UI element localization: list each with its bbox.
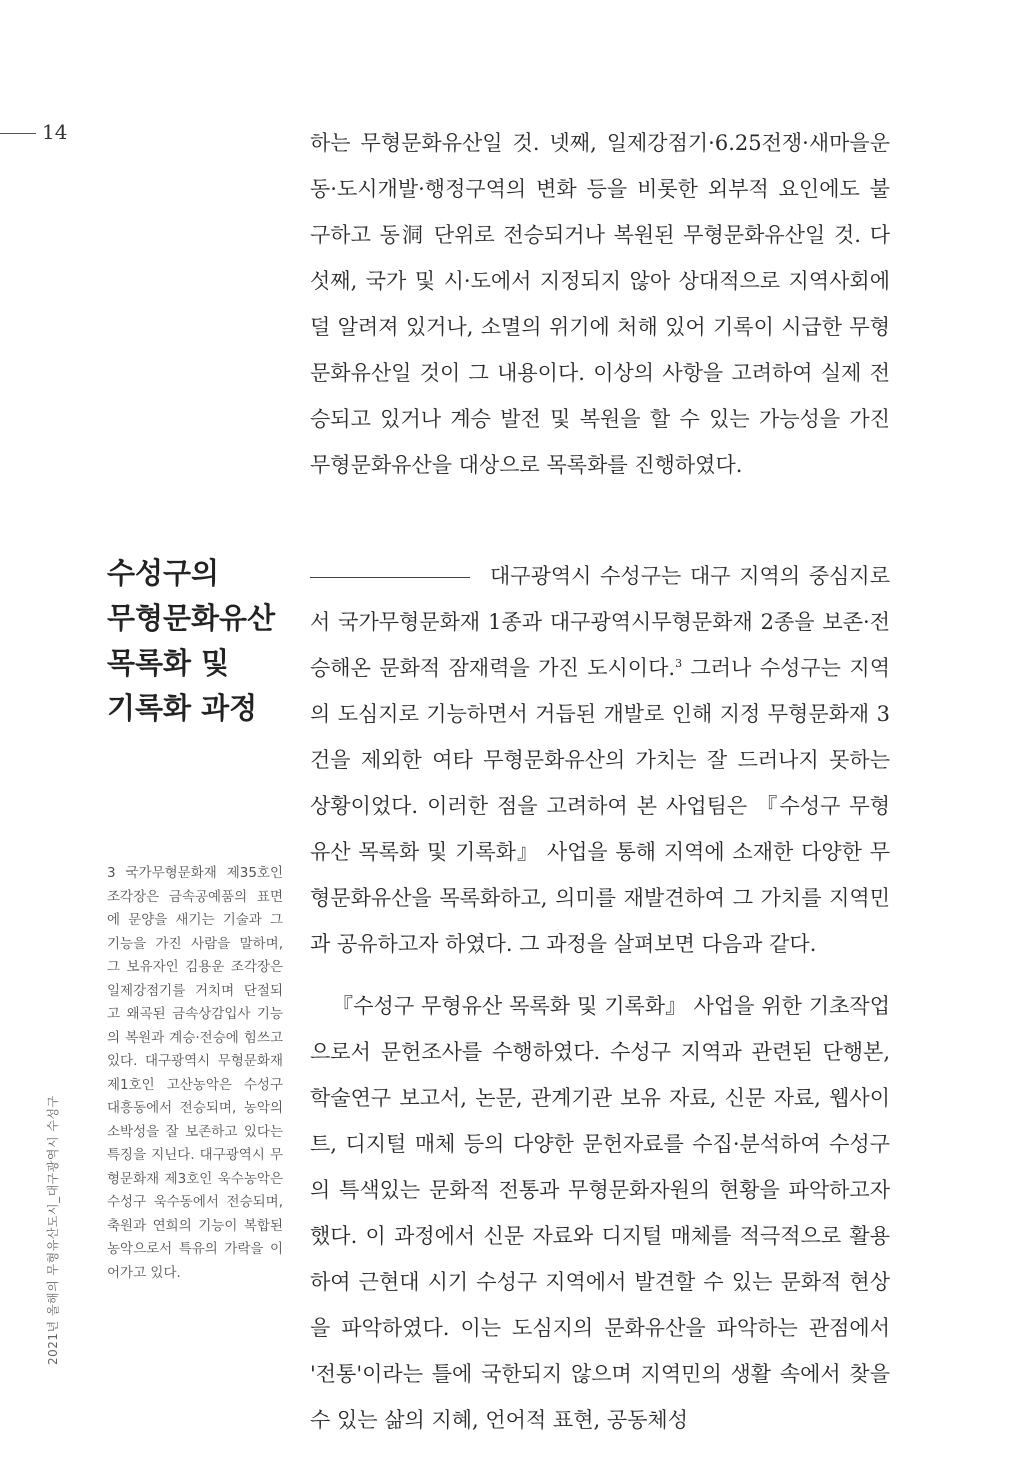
footnote-reference[interactable]: 3 (675, 657, 683, 670)
body-paragraph-2-text-b: 그러나 수성구는 지역의 도심지로 기능하면서 거듭된 개발로 인해 지정 무형문화재 3건을 제외한 여타 무형문화유산의 가치는 잘 드러나지 못하는 상황이었다. 이러한 점을 고려하여 본 사업팀은 『수성구 무형유산 목록화 및 기록화』 사업을 통해 지역에 소재한 다양한 무형문화유산을 목록화하고, 의미를 재발견하여 그 가치를 지역민과 공유하고자 하였다. 그 과정을 살펴보면 다음과 같다. (310, 656, 891, 956)
page-number-rule (0, 133, 36, 134)
lead-rule-divider (310, 577, 470, 578)
section-title-line: 기록화 과정 (107, 691, 258, 725)
body-paragraph-2 (310, 553, 890, 967)
body-paragraph-2-text-a: 대구광역시 수성구는 대구 지역의 중심지로서 국가무형문화재 1종과 대구광역시무형문화재 2종을 보존·전승해온 문화적 잠재력을 가진 도시이다. (310, 564, 890, 680)
body-paragraph-3: 『수성구 무형유산 목록화 및 기록화』 사업을 위한 기초작업으로서 문헌조사를 수행하였다. 수성구 지역과 관련된 단행본, 학술연구 보고서, 논문, 관계기관 보유 자료, 신문 자료, 웹사이트, 디지털 매체 등의 다양한 문헌자료를 수집·분석하여 수성구의 특색있는 문화적 전통과 무형문화자원의 현황을 파악하고자 했다. 이 과정에서 신문 자료와 디지털 매체를 적극적으로 활용하여 근현대 시기 수성구 지역에서 발견할 수 있는 문화적 현상을 파악하였다. 이는 도심지의 문화유산을 파악하는 관점에서 '전통'이라는 틀에 국한되지 않으며 지역민의 생활 속에서 찾을 수 있는 삶의 지혜, 언어적 표현, 공동체성 (310, 994, 890, 1432)
section-title-line: 무형문화유산 (107, 601, 276, 635)
section-title (107, 551, 297, 731)
vertical-running-title: 2021년 올해의 무형유산도시_대구광역시 수성구 (46, 1095, 60, 1365)
section-title-line: 목록화 및 (107, 646, 230, 680)
body-paragraph-1: 하는 무형문화유산일 것. 넷째, 일제강점기·6.25전쟁·새마을운동·도시개발·행정구역의 변화 등을 비롯한 외부적 요인에도 불구하고 동洞 단위로 전승되거나 복원된 무형문화유산일 것. 다섯째, 국가 및 시·도에서 지정되지 않아 상대적으로 지역사회에 덜 알려져 있거나, 소멸의 위기에 처해 있어 기록이 시급한 무형문화유산일 것이 그 내용이다. 이상의 사항을 고려하여 실제 전승되고 있거나 계승 발전 및 복원을 할 수 있는 가능성을 가진 무형문화유산을 대상으로 목록화를 진행하였다. (310, 131, 890, 477)
page-number: 14 (42, 120, 68, 144)
footnote: 3 국가무형문화재 제35호인 조각장은 금속공예품의 표면에 문양을 새기는 기술과 그 기능을 가진 사람을 말하며, 그 보유자인 김용운 조각장은 일제강점기를 거치며 단절되고 왜곡된 금속상감입사 기능의 복원과 계승·전승에 힘쓰고 있다. 대구광역시 무형문화재 제1호인 고산농악은 수성구 대흥동에서 전승되며, 농악의 소박성을 잘 보존하고 있다는 특징을 지닌다. 대구광역시 무형문화재 제3호인 욱수농악은 수성구 욱수동에서 전승되며, 축원과 연희의 기능이 복합된 농악으로서 특유의 가락을 이어가고 있다. (107, 865, 283, 1281)
section-title-line: 수성구의 (107, 556, 220, 590)
